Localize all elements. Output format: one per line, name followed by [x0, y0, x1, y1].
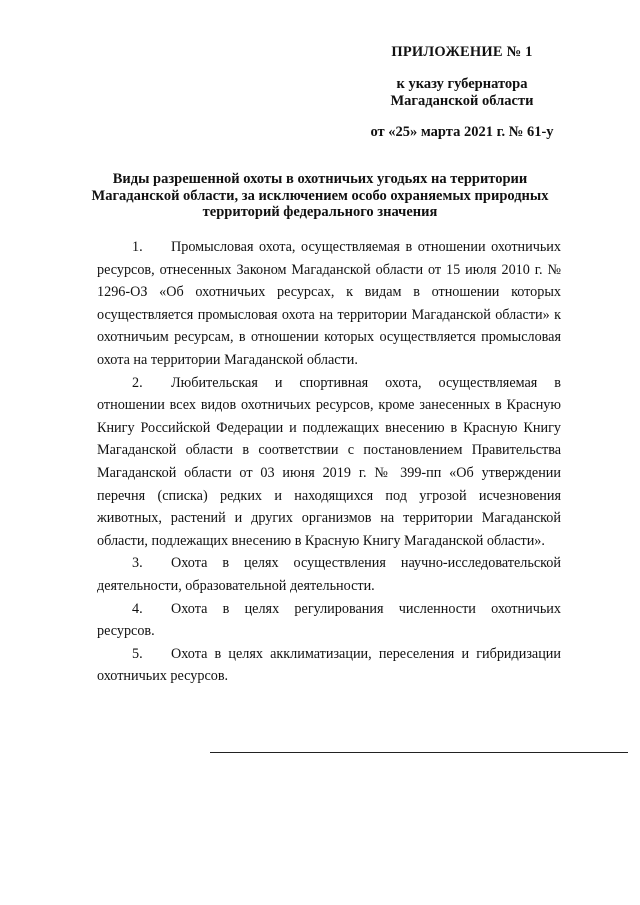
- item-text: Охота в целях осуществления научно-исследовательской деятельности, образовательной деятельности.: [97, 555, 561, 594]
- list-item: [97, 643, 561, 688]
- list-item: [97, 372, 561, 553]
- item-text: Охота в целях регулирования численности охотничьих ресурсов.: [97, 600, 561, 640]
- item-number: 4.: [132, 600, 143, 617]
- item-number: 3.: [132, 555, 143, 572]
- decree-date: от «25» марта 2021 г. № 61-у: [370, 124, 554, 140]
- list-item: [97, 236, 561, 372]
- item-text: Любительская и спортивная охота, осуществляемая в отношении всех видов охотничьих ресурсов, кроме занесенных в Красную Книгу Российской Федерации и подлежащих внесению в Красную Книгу Магаданской области в соответствии с постановлением Правительства Магаданской области от 03 июня 2019 г. № 399-пп «Об утверждении перечня (списка) редких и находящихся под угрозой исчезновения животных, растений и других организмов на территории Магаданской области, подлежащих внесению в Красную Книгу Магаданской области».: [97, 374, 561, 549]
- decree-reference: к указу губернатора: [396, 76, 528, 92]
- document-title: Виды разрешенной охоты в охотничьих угодьях на территории Магаданской области, за исключением особо охраняемых природных территорий федерального значения: [91, 171, 549, 220]
- footer-divider: [210, 752, 628, 753]
- item-text: Промысловая охота, осуществляемая в отношении охотничьих ресурсов, отнесенных Законом Магаданской области от 15 июля 2010 г. № 1296-ОЗ «Об охотничьих ресурсах, к видам в отношении которых осуществляется промысловая охота на территории Магаданской области» к охотничьим ресурсам, в отношении которых осуществляется промысловая охота на территории Магаданской области.: [97, 239, 561, 368]
- appendix-header: [352, 44, 572, 141]
- item-number: 1.: [132, 239, 143, 255]
- list-item: [97, 598, 561, 643]
- document-body: [97, 236, 561, 688]
- appendix-number: ПРИЛОЖЕНИЕ № 1: [391, 44, 533, 60]
- list-item: [97, 552, 561, 597]
- region-name: Магаданской области: [390, 93, 534, 109]
- item-text: Охота в целях акклиматизации, переселения и гибридизации охотничьих ресурсов.: [97, 645, 561, 685]
- item-number: 2.: [132, 374, 143, 391]
- item-number: 5.: [132, 645, 143, 662]
